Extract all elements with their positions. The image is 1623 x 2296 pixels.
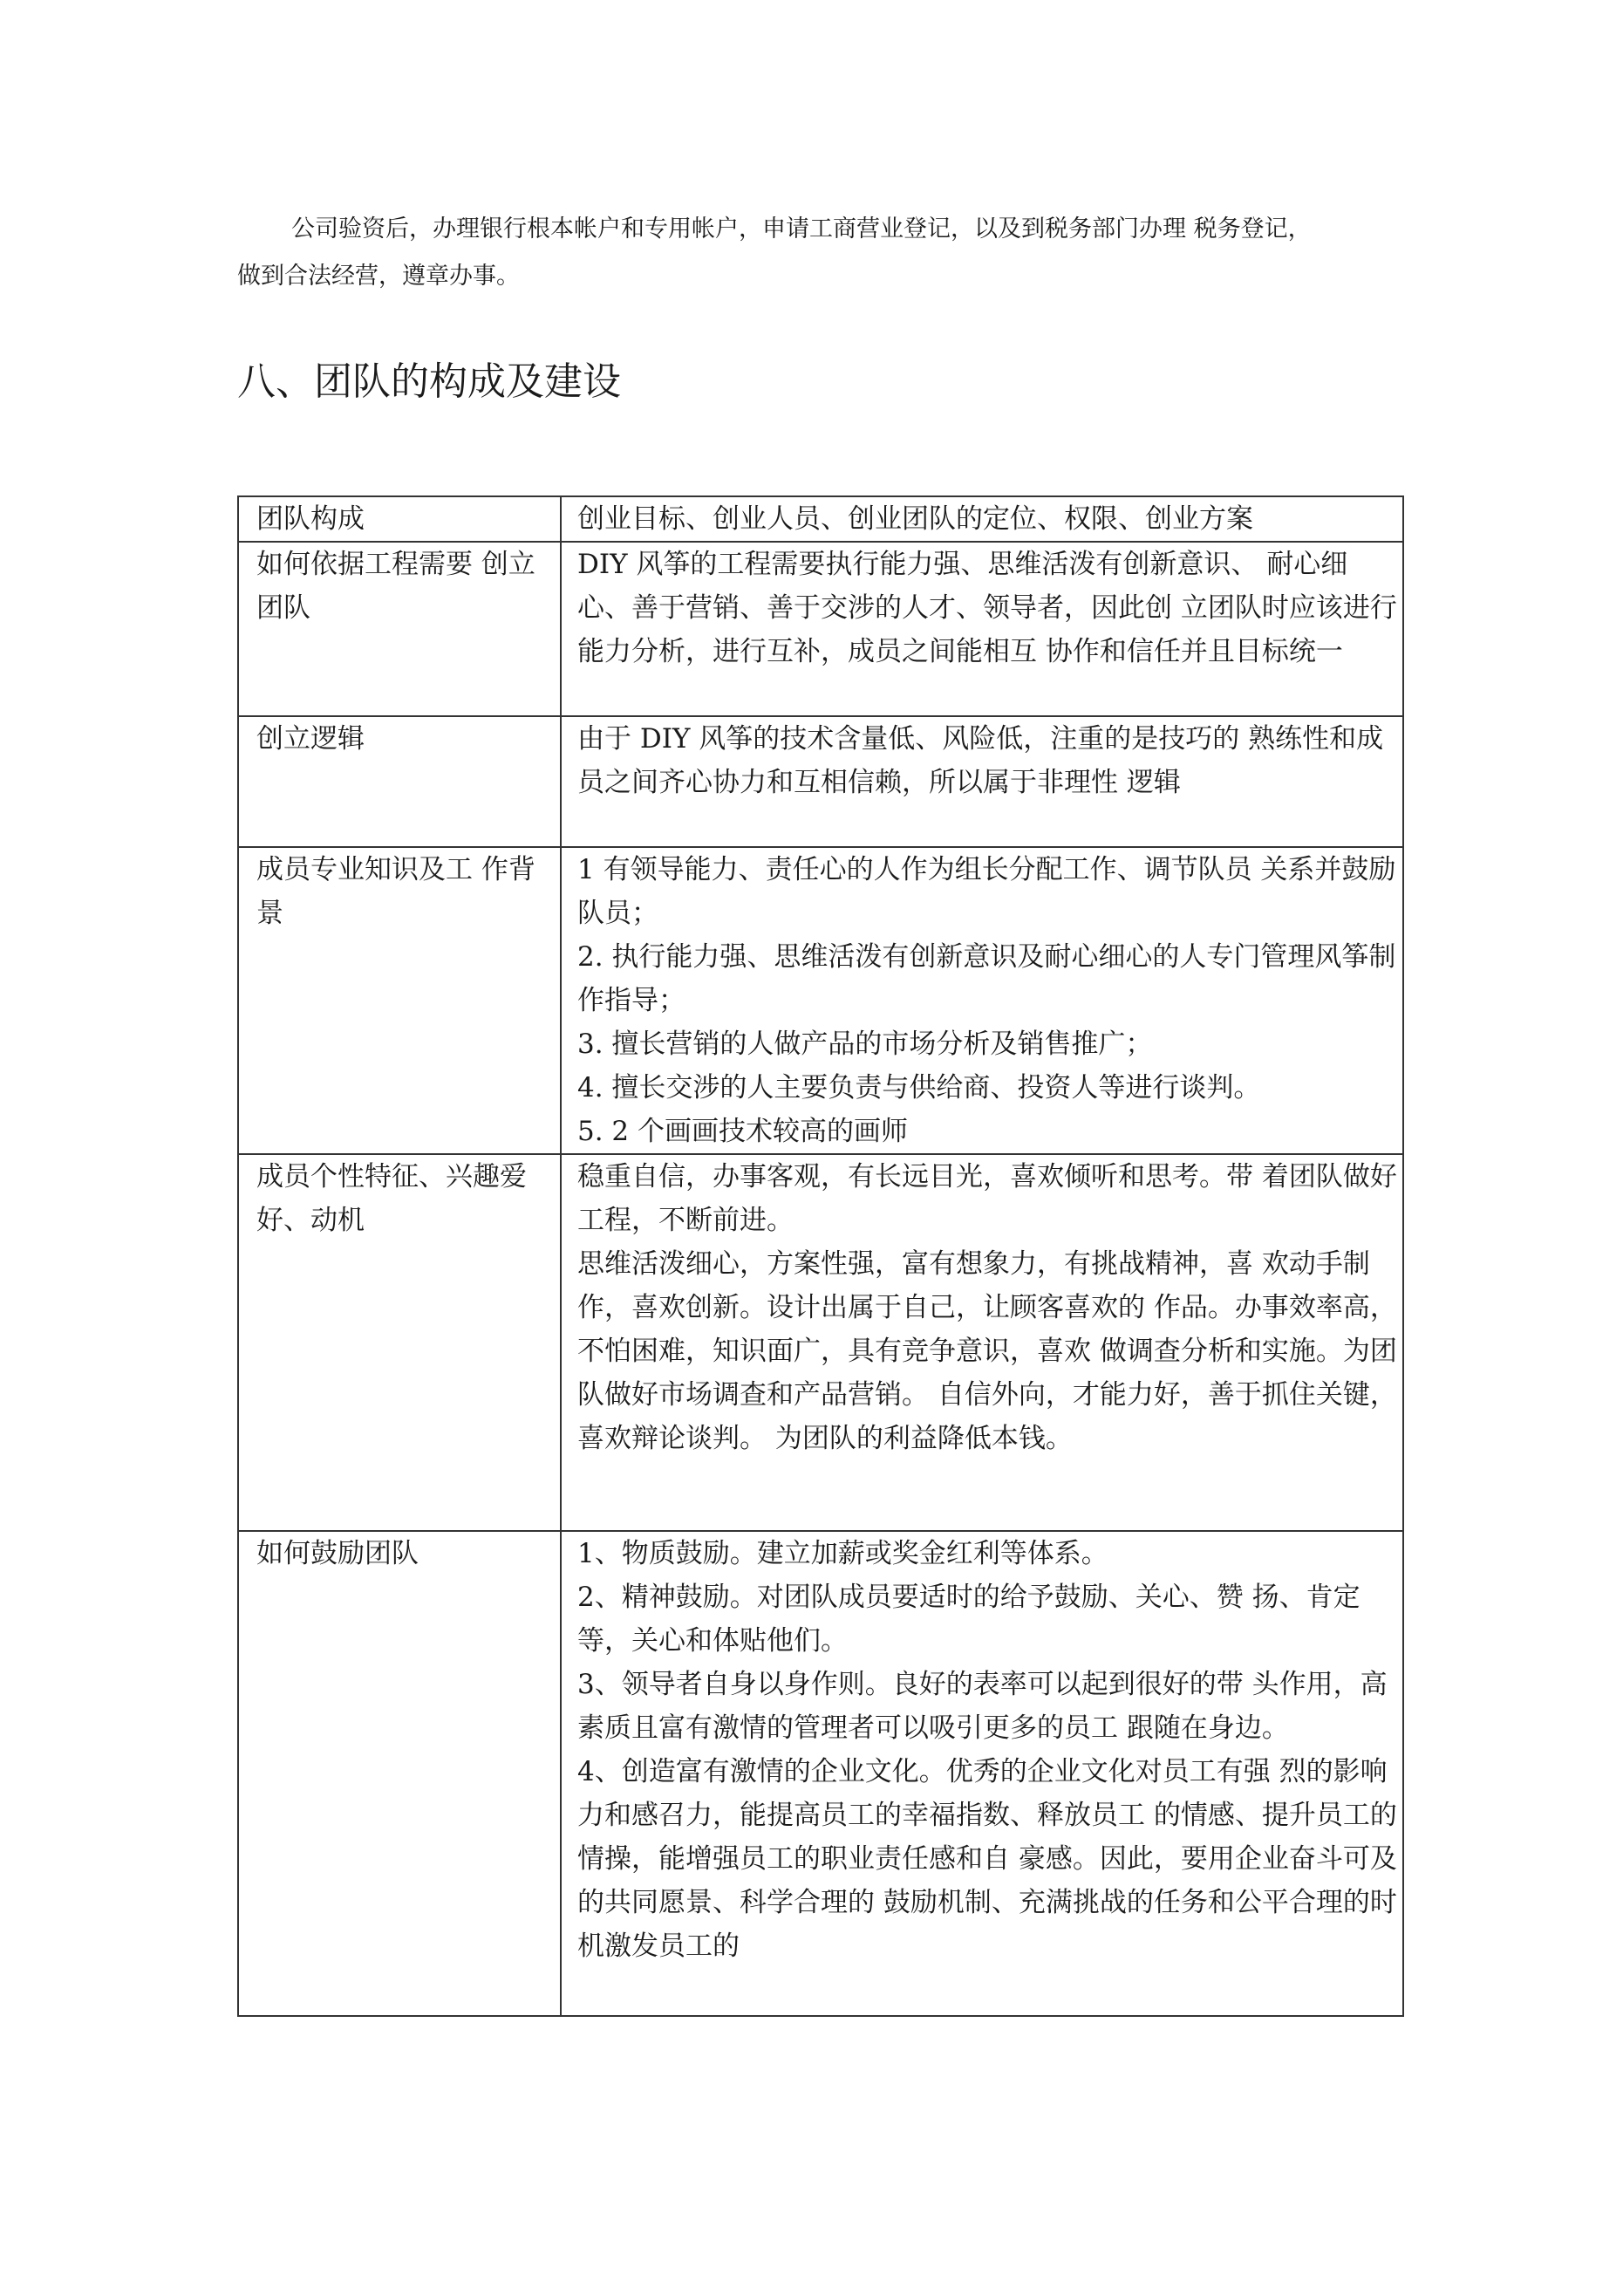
row-label: 成员专业知识及工 作背景: [238, 847, 561, 1154]
row-label: 如何依据工程需要 创立团队: [238, 542, 561, 716]
row-paragraph: 创业目标、创业人员、创业团队的定位、权限、创业方案: [577, 503, 1253, 535]
table-row: [238, 1531, 1403, 2016]
row-paragraph: 3、领导者自身以身作则。良好的表率可以起到很好的带 头作用，高素质且富有激情的管理者可以吸引更多的员工 跟随在身边。: [577, 1669, 1388, 1744]
intro-line-2: 做到合法经营，遵章办事。: [237, 263, 520, 290]
team-table: [237, 495, 1404, 2017]
row-paragraph: 2. 执行能力强、思维活泼有创新意识及耐心细心的人专门管理风筝制作指导；: [577, 941, 1396, 1016]
table-row: [238, 496, 1403, 542]
row-paragraph: 2、精神鼓励。对团队成员要适时的给予鼓励、关心、赞 扬、肯定等，关心和体贴他们。: [577, 1582, 1360, 1657]
row-paragraph: 1 有领导能力、责任心的人作为组长分配工作、调节队员 关系并鼓励队员；: [577, 854, 1396, 929]
row-content: [561, 496, 1403, 542]
row-paragraph: 1、物质鼓励。建立加薪或奖金红利等体系。: [577, 1538, 1108, 1569]
section-title: 八、团队的构成及建设: [237, 359, 621, 404]
table-row: [238, 847, 1403, 1154]
table-row: [238, 716, 1403, 847]
row-label: 如何鼓励团队: [238, 1531, 561, 2016]
table-row: [238, 542, 1403, 716]
row-content: [561, 1154, 1403, 1531]
row-label: 成员个性特征、兴趣爱好、动机: [238, 1154, 561, 1531]
row-label: 团队构成: [238, 496, 561, 542]
row-paragraph: 4、创造富有激情的企业文化。优秀的企业文化对员工有强 烈的影响力和感召力，能提高员工的幸福指数、释放员工 的情感、提升员工的情操，能增强员工的职业责任感和自 豪感。因此，要用企业奋斗可及的共同愿景、科学合理的 鼓励机制、充满挑战的任务和公平合理的时机激发员工的: [577, 1756, 1397, 1962]
table-row: [238, 1154, 1403, 1531]
row-paragraph: DIY 风筝的工程需要执行能力强、思维活泼有创新意识、 耐心细心、善于营销、善于交涉的人才、领导者，因此创 立团队时应该进行能力分析，进行互补，成员之间能相互 协作和信任并且目标统一: [577, 549, 1397, 667]
row-paragraph: 稳重自信，办事客观，有长远目光，喜欢倾听和思考。带 着团队做好工程，不断前进。: [577, 1161, 1397, 1236]
intro-line-1: 公司验资后，办理银行根本帐户和专用帐户，申请工商营业登记，以及到税务部门办理 税务登记，: [291, 215, 1312, 243]
row-paragraph: 4. 擅长交涉的人主要负责与供给商、投资人等进行谈判。: [577, 1072, 1261, 1104]
row-paragraph: 由于 DIY 风筝的技术含量低、风险低，注重的是技巧的 熟练性和成员之间齐心协力和互相信赖，所以属于非理性 逻辑: [577, 723, 1384, 798]
row-content: [561, 847, 1403, 1154]
row-paragraph: 5. 2 个画画技术较高的画师: [577, 1116, 909, 1147]
intro-paragraph: [237, 206, 1406, 300]
row-paragraph: 思维活泼细心，方案性强，富有想象力，有挑战精神，喜 欢动手制作，喜欢创新。设计出属于自己，让顾客喜欢的 作品。办事效率高，不怕困难，知识面广，具有竞争意识，喜欢 做调查分析和实施。为团队做好市场调查和产品营销。 自信外向，才能力好，善于抓住关键，喜欢辩论谈判。 为团队的利益降低本钱。: [577, 1248, 1397, 1454]
row-paragraph: 3. 擅长营销的人做产品的市场分析及销售推广；: [577, 1028, 1153, 1060]
row-content: [561, 716, 1403, 847]
row-content: [561, 542, 1403, 716]
row-label: 创立逻辑: [238, 716, 561, 847]
row-content: [561, 1531, 1403, 2016]
